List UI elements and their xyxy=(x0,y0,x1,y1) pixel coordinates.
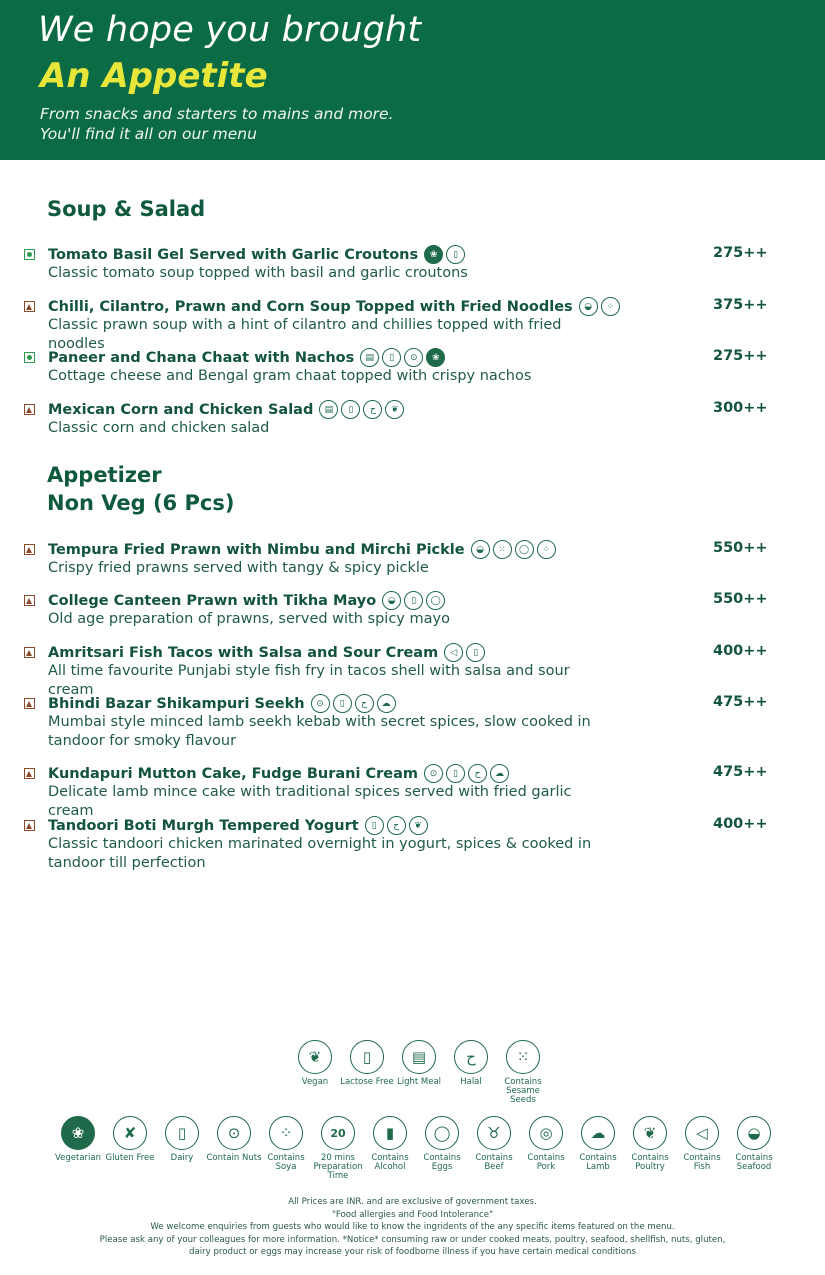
eggs-icon: ◯ xyxy=(515,540,534,559)
nuts-icon: ⊙ xyxy=(217,1116,251,1150)
item-price: 475++ xyxy=(713,694,768,710)
light-meal-icon: ▤ xyxy=(402,1040,436,1074)
item-price: 400++ xyxy=(713,643,768,659)
item-price: 275++ xyxy=(713,245,768,261)
legend-item xyxy=(572,1116,624,1181)
lactose-free-icon: ▯ xyxy=(446,245,465,264)
item-icons xyxy=(311,694,396,713)
legend-label: Light Meal xyxy=(396,1077,442,1087)
item-name-text: Tomato Basil Gel Served with Garlic Croutons xyxy=(48,246,419,263)
legend-item xyxy=(312,1116,364,1181)
beef-icon: ♉ xyxy=(477,1116,511,1150)
fish-icon: ◁ xyxy=(444,643,463,662)
gluten-free-icon: ✘ xyxy=(113,1116,147,1150)
fish-icon: ◁ xyxy=(685,1116,719,1150)
section-title-appetizer: Appetizer xyxy=(47,463,162,487)
dairy-icon: ▯ xyxy=(165,1116,199,1150)
lactose-free-icon: ▯ xyxy=(446,764,465,783)
lamb-icon: ☁ xyxy=(581,1116,615,1150)
item-icons xyxy=(319,400,404,419)
poultry-icon: ❦ xyxy=(409,816,428,835)
item-name-text: Paneer and Chana Chaat with Nachos xyxy=(48,349,355,366)
legend-label: Halal xyxy=(460,1077,482,1087)
legend-item xyxy=(393,1040,445,1105)
lactose-free-icon: ▯ xyxy=(333,694,352,713)
legend-item xyxy=(676,1116,728,1181)
item-description: Classic corn and chicken salad xyxy=(48,420,270,436)
legend-item xyxy=(104,1116,156,1181)
lactose-free-icon: ▯ xyxy=(466,643,485,662)
non-veg-marker-icon xyxy=(24,698,35,709)
non-veg-marker-icon xyxy=(24,647,35,658)
item-name xyxy=(48,694,396,713)
item-name-text: College Canteen Prawn with Tikha Mayo xyxy=(48,592,377,609)
legend-label: Lactose Free xyxy=(340,1077,394,1087)
menu-header xyxy=(0,0,825,160)
legend-item xyxy=(728,1116,780,1181)
legend-item xyxy=(624,1116,676,1181)
lamb-icon: ☁ xyxy=(377,694,396,713)
soya-icon: ⁘ xyxy=(537,540,556,559)
item-name-text: Kundapuri Mutton Cake, Fudge Burani Cream xyxy=(48,765,418,782)
nuts-icon: ⊙ xyxy=(424,764,443,783)
legend-item xyxy=(289,1040,341,1105)
legend-label: Contains Soya xyxy=(267,1153,305,1172)
item-name xyxy=(48,540,556,559)
legend-item xyxy=(468,1116,520,1181)
item-name xyxy=(48,643,485,662)
item-name-text: Amritsari Fish Tacos with Salsa and Sour Cream xyxy=(48,644,439,661)
section-subtitle-non-veg: Non Veg (6 Pcs) xyxy=(47,491,235,515)
lamb-icon: ☁ xyxy=(490,764,509,783)
nuts-icon: ⊙ xyxy=(404,348,423,367)
item-icons xyxy=(424,245,465,264)
lactose-free-icon: ▯ xyxy=(365,816,384,835)
veg-marker-icon xyxy=(24,249,35,260)
legend-row-2 xyxy=(52,1116,780,1181)
item-name xyxy=(48,245,465,264)
item-name-text: Mexican Corn and Chicken Salad xyxy=(48,401,314,418)
lactose-free-icon: ▯ xyxy=(341,400,360,419)
legend-label: Contains Lamb xyxy=(579,1153,617,1172)
legend-item xyxy=(364,1116,416,1181)
item-icons xyxy=(579,297,620,316)
legend-label: Contains Poultry xyxy=(631,1153,669,1172)
header-tagline: We hope you brought xyxy=(38,10,422,50)
alcohol-icon: ▮ xyxy=(373,1116,407,1150)
header-headline: An Appetite xyxy=(40,56,268,96)
item-name xyxy=(48,764,509,783)
halal-icon: ح xyxy=(355,694,374,713)
item-description: Classic tandoori chicken marinated overnight in yogurt, spices & cooked in tandoor till perfection xyxy=(48,836,592,871)
item-description: Crispy fried prawns served with tangy & spicy pickle xyxy=(48,560,429,576)
item-icons xyxy=(444,643,485,662)
item-description: Mumbai style minced lamb seekh kebab with secret spices, slow cooked in tandoor for smoky flavour xyxy=(48,714,591,749)
header-subline-1: From snacks and starters to mains and more. xyxy=(40,105,394,123)
vegetarian-icon: ❀ xyxy=(61,1116,95,1150)
legend-label: Gluten Free xyxy=(105,1153,155,1163)
light-meal-icon: ▤ xyxy=(319,400,338,419)
sesame-icon: ⁙ xyxy=(506,1040,540,1074)
footer-line: dairy product or eggs may increase your risk of foodborne illness if you have certain medical conditions xyxy=(189,1247,636,1258)
vegetarian-icon: ❀ xyxy=(426,348,445,367)
non-veg-marker-icon xyxy=(24,820,35,831)
light-meal-icon: ▤ xyxy=(360,348,379,367)
item-icons xyxy=(424,764,509,783)
halal-icon: ح xyxy=(468,764,487,783)
footer-notice xyxy=(60,1196,765,1259)
item-name xyxy=(48,816,428,835)
item-name xyxy=(48,297,620,316)
item-description: Cottage cheese and Bengal gram chaat topped with crispy nachos xyxy=(48,368,532,384)
legend-label: Dairy xyxy=(170,1153,194,1163)
item-price: 550++ xyxy=(713,540,768,556)
item-icons xyxy=(382,591,445,610)
halal-icon: ح xyxy=(454,1040,488,1074)
legend-label: Contains Fish xyxy=(683,1153,721,1172)
legend-label: Contains Pork xyxy=(527,1153,565,1172)
halal-icon: ح xyxy=(363,400,382,419)
item-price: 550++ xyxy=(713,591,768,607)
item-name-text: Tempura Fried Prawn with Nimbu and Mirchi Pickle xyxy=(48,541,465,558)
legend-item xyxy=(445,1040,497,1105)
legend-label: 20 mins Preparation Time xyxy=(313,1153,363,1181)
item-price: 300++ xyxy=(713,400,768,416)
non-veg-marker-icon xyxy=(24,404,35,415)
veg-marker-icon xyxy=(24,352,35,363)
sesame-icon: ⁙ xyxy=(493,540,512,559)
item-description: All time favourite Punjabi style fish fry in tacos shell with salsa and sour cream xyxy=(48,663,570,698)
seafood-icon: ◒ xyxy=(382,591,401,610)
item-name xyxy=(48,348,445,367)
seafood-icon: ◒ xyxy=(579,297,598,316)
halal-icon: ح xyxy=(387,816,406,835)
legend-label: Contains Sesame Seeds xyxy=(504,1077,542,1105)
item-icons xyxy=(365,816,428,835)
legend-label: Vegetarian xyxy=(54,1153,101,1163)
prep-time-icon: 20 xyxy=(321,1116,355,1150)
item-description: Delicate lamb mince cake with traditional spices served with fried garlic cream xyxy=(48,784,572,819)
legend-label: Contains Eggs xyxy=(423,1153,461,1172)
non-veg-marker-icon xyxy=(24,301,35,312)
poultry-icon: ❦ xyxy=(385,400,404,419)
item-description: Old age preparation of prawns, served with spicy mayo xyxy=(48,611,450,627)
item-price: 275++ xyxy=(713,348,768,364)
item-icons xyxy=(471,540,556,559)
item-name xyxy=(48,400,404,419)
item-description: Classic prawn soup with a hint of cilantro and chillies topped with fried noodles xyxy=(48,317,562,352)
lactose-free-icon: ▯ xyxy=(350,1040,384,1074)
footer-line: All Prices are INR. and are exclusive of government taxes. xyxy=(288,1197,537,1207)
item-price: 475++ xyxy=(713,764,768,780)
seafood-icon: ◒ xyxy=(737,1116,771,1150)
seafood-icon: ◒ xyxy=(471,540,490,559)
item-name-text: Bhindi Bazar Shikampuri Seekh xyxy=(48,695,305,712)
footer-line: We welcome enquiries from guests who would like to know the ingridents of the any specific items featured on the menu. xyxy=(150,1222,675,1233)
legend-item xyxy=(260,1116,312,1181)
item-name-text: Chilli, Cilantro, Prawn and Corn Soup Topped with Fried Noodles xyxy=(48,298,573,315)
pork-icon: ◎ xyxy=(529,1116,563,1150)
dairy-icon: ▯ xyxy=(382,348,401,367)
poultry-icon: ❦ xyxy=(633,1116,667,1150)
vegan-icon: ❦ xyxy=(298,1040,332,1074)
eggs-icon: ◯ xyxy=(426,591,445,610)
eggs-icon: ◯ xyxy=(425,1116,459,1150)
non-veg-marker-icon xyxy=(24,544,35,555)
legend-label: Contains Alcohol xyxy=(371,1153,409,1172)
legend-label: Contain Nuts xyxy=(206,1153,262,1163)
lactose-free-icon: ▯ xyxy=(404,591,423,610)
vegetarian-icon: ❀ xyxy=(424,245,443,264)
item-icons xyxy=(360,348,445,367)
legend-item xyxy=(208,1116,260,1181)
footer-line: "Food allergies and Food Intolerance" xyxy=(331,1209,494,1220)
legend-item xyxy=(341,1040,393,1105)
legend-item xyxy=(52,1116,104,1181)
soya-icon: ⁘ xyxy=(269,1116,303,1150)
legend-row-1 xyxy=(289,1040,549,1105)
footer-line: Please ask any of your colleagues for more information. *Notice* consuming raw or under cooked meats, poultry, seafood, shellfish, nuts, gluten, xyxy=(99,1234,726,1245)
item-description: Classic tomato soup topped with basil and garlic croutons xyxy=(48,265,468,281)
item-price: 375++ xyxy=(713,297,768,313)
item-name-text: Tandoori Boti Murgh Tempered Yogurt xyxy=(48,817,359,834)
nuts-icon: ⊙ xyxy=(311,694,330,713)
non-veg-marker-icon xyxy=(24,768,35,779)
legend-label: Vegan xyxy=(301,1077,329,1087)
non-veg-marker-icon xyxy=(24,595,35,606)
header-subline-2: You'll find it all on our menu xyxy=(40,125,257,143)
soya-icon: ⁘ xyxy=(601,297,620,316)
section-title-soup-salad: Soup & Salad xyxy=(47,197,206,221)
legend-item xyxy=(520,1116,572,1181)
legend-label: Contains Seafood xyxy=(735,1153,773,1172)
legend-label: Contains Beef xyxy=(475,1153,513,1172)
item-price: 400++ xyxy=(713,816,768,832)
legend-item xyxy=(497,1040,549,1105)
item-name xyxy=(48,591,445,610)
legend-item xyxy=(416,1116,468,1181)
legend-item xyxy=(156,1116,208,1181)
